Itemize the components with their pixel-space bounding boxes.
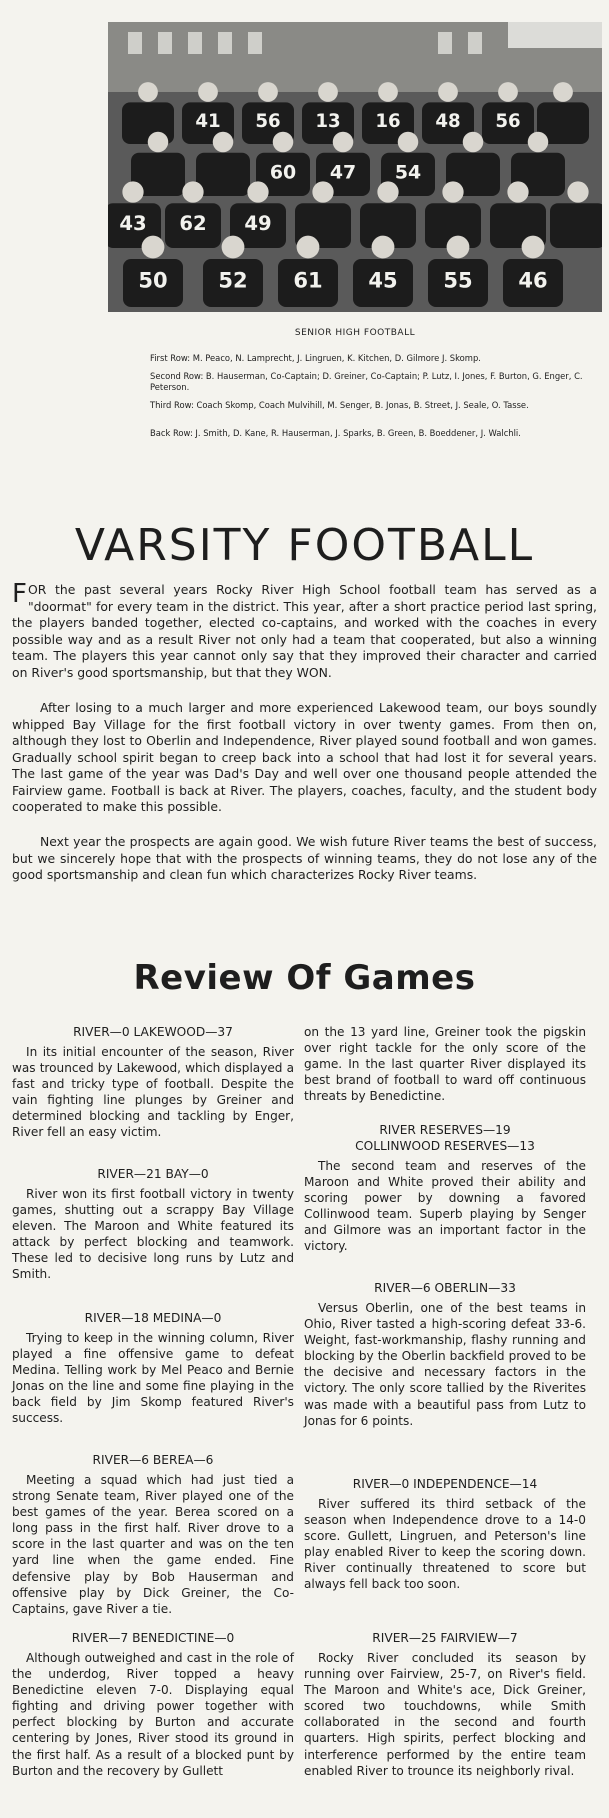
player-head <box>222 236 245 259</box>
jersey-number: 47 <box>329 161 357 184</box>
player-head <box>198 82 218 102</box>
varsity-paragraph-1-text: OR the past several years Rocky River High School football team has served as a "doormat" for every team in the district. This year, after a short practice period last spring, the players banded together, elected co-captains, and worked with the coaches in every possible way and as a result River not only had a team that cooperated, but also a winning team. The players this year cannot only say that they improved their character and carried on River's good sportsmanship, but that they WON. <box>12 582 597 680</box>
game-summary: Trying to keep in the winning column, River played a fine offensive game to defeat Medina. Telling work by Mel Peaco and Bernie Jonas on the line and some fine playing in the back field by Jim Skomp featured River's success. <box>12 1331 294 1426</box>
game-score-heading: RIVER—6 BEREA—6 <box>92 1453 214 1467</box>
game-summary-continued: on the 13 yard line, Greiner took the pigskin over right tackle for the only score of the game. In the last quarter River displayed its best brand of football to ward off continuous threats by Benedictine. <box>304 1025 586 1104</box>
player-head <box>447 236 470 259</box>
photo-caption-title: SENIOR HIGH FOOTBALL <box>294 328 416 338</box>
player-head <box>213 132 234 153</box>
team-photo-drawing <box>108 22 602 312</box>
game-bay <box>12 1166 294 1283</box>
game-score-heading: RIVER—0 LAKEWOOD—37 <box>73 1025 233 1039</box>
player-head <box>258 82 278 102</box>
player-head <box>377 181 398 202</box>
game-berea <box>12 1452 294 1617</box>
game-medina <box>12 1310 294 1427</box>
player-head <box>318 82 338 102</box>
game-oberlin <box>304 1280 586 1429</box>
player-head <box>522 236 545 259</box>
jersey-number: 56 <box>255 111 281 133</box>
game-benedictine <box>12 1630 294 1779</box>
jersey-number: 50 <box>138 268 168 293</box>
roster-back-row: Back Row: J. Smith, D. Kane, R. Hauserman, J. Sparks, B. Green, B. Boeddener, J. Walchli. <box>150 428 521 438</box>
jersey-number: 48 <box>435 111 461 133</box>
jersey-number: 61 <box>293 268 323 293</box>
player-head <box>398 132 419 153</box>
player-head <box>372 236 395 259</box>
player-head <box>273 132 294 153</box>
varsity-paragraph-2: After losing to a much larger and more experienced Lakewood team, our boys soundly whipped Bay Village for the first football victory in over twenty games. From then on, although they lost to Oberlin and Independence, River played sound football and won games. Gradually school spirit began to creep back into a school that had lost it for several years. The last game of the year was Dad's Day and well over one thousand people attended the Fairview game. Football is back at River. The players, coaches, faculty, and the student body cooperated to make this possible. <box>12 700 597 814</box>
jersey-number: 56 <box>495 111 521 133</box>
game-score-heading: RIVER—7 BENEDICTINE—0 <box>71 1631 235 1645</box>
jersey-number: 46 <box>518 268 548 293</box>
game-score-heading: RIVER—6 OBERLIN—33 <box>374 1281 516 1295</box>
jersey-number: 60 <box>269 161 297 184</box>
jersey-number: 45 <box>368 268 398 293</box>
player-head <box>507 181 528 202</box>
jersey-number: 16 <box>375 111 401 133</box>
team-photo <box>108 22 602 312</box>
varsity-football-title: VARSITY FOOTBALL <box>74 520 535 571</box>
roster-second-row: Second Row: B. Hauserman, Co-Captain; D. Greiner, Co-Captain; P. Lutz, I. Jones, F. Burton, G. Enger, C. Peterson. <box>150 371 583 392</box>
game-score-heading-2: COLLINWOOD RESERVES—13 <box>355 1139 535 1153</box>
game-collinwood-reserves <box>304 1122 586 1255</box>
game-summary: The second team and reserves of the Maroon and White proved their ability and scoring power by downing a favored Collinwood team. Superb playing by Senger and Gilmore was an important factor in the victory. <box>304 1159 586 1254</box>
player-head <box>312 181 333 202</box>
jersey-number: 54 <box>394 161 422 184</box>
player-head <box>333 132 354 153</box>
game-independence <box>304 1476 586 1593</box>
jersey-number: 49 <box>244 211 272 235</box>
player-head <box>498 82 518 102</box>
game-lakewood <box>12 1024 294 1141</box>
player-head <box>122 181 143 202</box>
player-head <box>553 82 573 102</box>
player-head <box>528 132 549 153</box>
game-summary: River won its first football victory in twenty games, shutting out a scrappy Bay Village eleven. The Maroon and White featured its attack by perfect blocking and teamwork. These led to decisive long runs by Lutz and Smith. <box>12 1187 294 1282</box>
player-head <box>182 181 203 202</box>
jersey-number: 41 <box>195 111 221 133</box>
game-summary: Rocky River concluded its season by running over Fairview, 25-7, on River's field. The Maroon and White's ace, Dick Greiner, scored two touchdowns, while Smith collaborated in the second and fourth quarters. High spirits, perfect blocking and interference performed by the entire team enabled River to trounce its neighborly rival. <box>304 1651 586 1778</box>
review-of-games-title: Review Of Games <box>133 958 476 998</box>
game-summary: Meeting a squad which had just tied a strong Senate team, River played one of the best games of the year. Berea scored on a long pass in the first half. River drove to a score in the last quarter and was on the ten yard line when the game ended. Fine defensive play by Bob Hauserman and offensive play by Dick Greiner, the Co-Captains, gave River a tie. <box>12 1473 294 1616</box>
player-head <box>463 132 484 153</box>
player-head <box>247 181 268 202</box>
jersey-number: 62 <box>179 211 207 235</box>
player-head <box>438 82 458 102</box>
player-head <box>138 82 158 102</box>
player-head <box>442 181 463 202</box>
game-benedictine-continued <box>304 1024 586 1104</box>
varsity-paragraph-3: Next year the prospects are again good. We wish future River teams the best of success, but we sincerely hope that with the prospects of winning teams, they do not lose any of the good sportsmanship and clean fun which characterizes Rocky River teams. <box>12 834 597 882</box>
game-summary: In its initial encounter of the season, River was trounced by Lakewood, which displayed a fast and tricky type of football. Despite the vain fighting line plunges by Greiner and determined blocking and tackling by Enger, River fell an easy victim. <box>12 1045 294 1140</box>
game-score-heading: RIVER—21 BAY—0 <box>97 1167 209 1181</box>
jersey-number: 52 <box>218 268 248 293</box>
jersey-number: 43 <box>119 211 147 235</box>
player-jersey <box>196 153 250 196</box>
game-summary: Although outweighed and cast in the role of the underdog, River topped a heavy Benedictine eleven 7-0. Displaying equal fighting and driving power together with perfect blocking by Burton and accurate centering by Jones, River stood its ground in the first half. As a result of a blocked punt by Burton and the recovery by Gullett <box>12 1651 294 1778</box>
game-summary: River suffered its third setback of the season when Independence drove to a 14-0 score. Gullett, Lingruen, and Peterson's line play enabled River to keep the scoring down. River continually threatened to score but always fell back too soon. <box>304 1497 586 1592</box>
player-head <box>148 132 169 153</box>
game-score-heading: RIVER RESERVES—19 <box>379 1123 511 1137</box>
jersey-number: 13 <box>315 111 341 133</box>
game-score-heading: RIVER—25 FAIRVIEW—7 <box>372 1631 518 1645</box>
player-head <box>567 181 588 202</box>
varsity-paragraph-1 <box>12 579 597 681</box>
player-jersey <box>550 203 602 248</box>
jersey-number: 55 <box>443 268 473 293</box>
drop-cap: F <box>12 579 27 609</box>
player-head <box>297 236 320 259</box>
roster-first-row: First Row: M. Peaco, N. Lamprecht, J. Lingruen, K. Kitchen, D. Gilmore J. Skomp. <box>150 353 481 363</box>
game-fairview <box>304 1630 586 1779</box>
roster-third-row: Third Row: Coach Skomp, Coach Mulvihill, M. Senger, B. Jonas, B. Street, J. Seale, O. Tasse. <box>150 400 529 410</box>
game-score-heading: RIVER—18 MEDINA—0 <box>84 1311 222 1325</box>
game-summary: Versus Oberlin, one of the best teams in Ohio, River tasted a high-scoring defeat 33-6. Weight, fast-workmanship, flashy running and blocking by the Oberlin backfield proved to be the decisive and necessary factors in the victory. The only score tallied by the Riverites was made with a beautiful pass from Lutz to Jonas for 6 points. <box>304 1301 586 1428</box>
game-score-heading: RIVER—0 INDEPENDENCE—14 <box>352 1477 538 1491</box>
player-head <box>142 236 165 259</box>
player-head <box>378 82 398 102</box>
